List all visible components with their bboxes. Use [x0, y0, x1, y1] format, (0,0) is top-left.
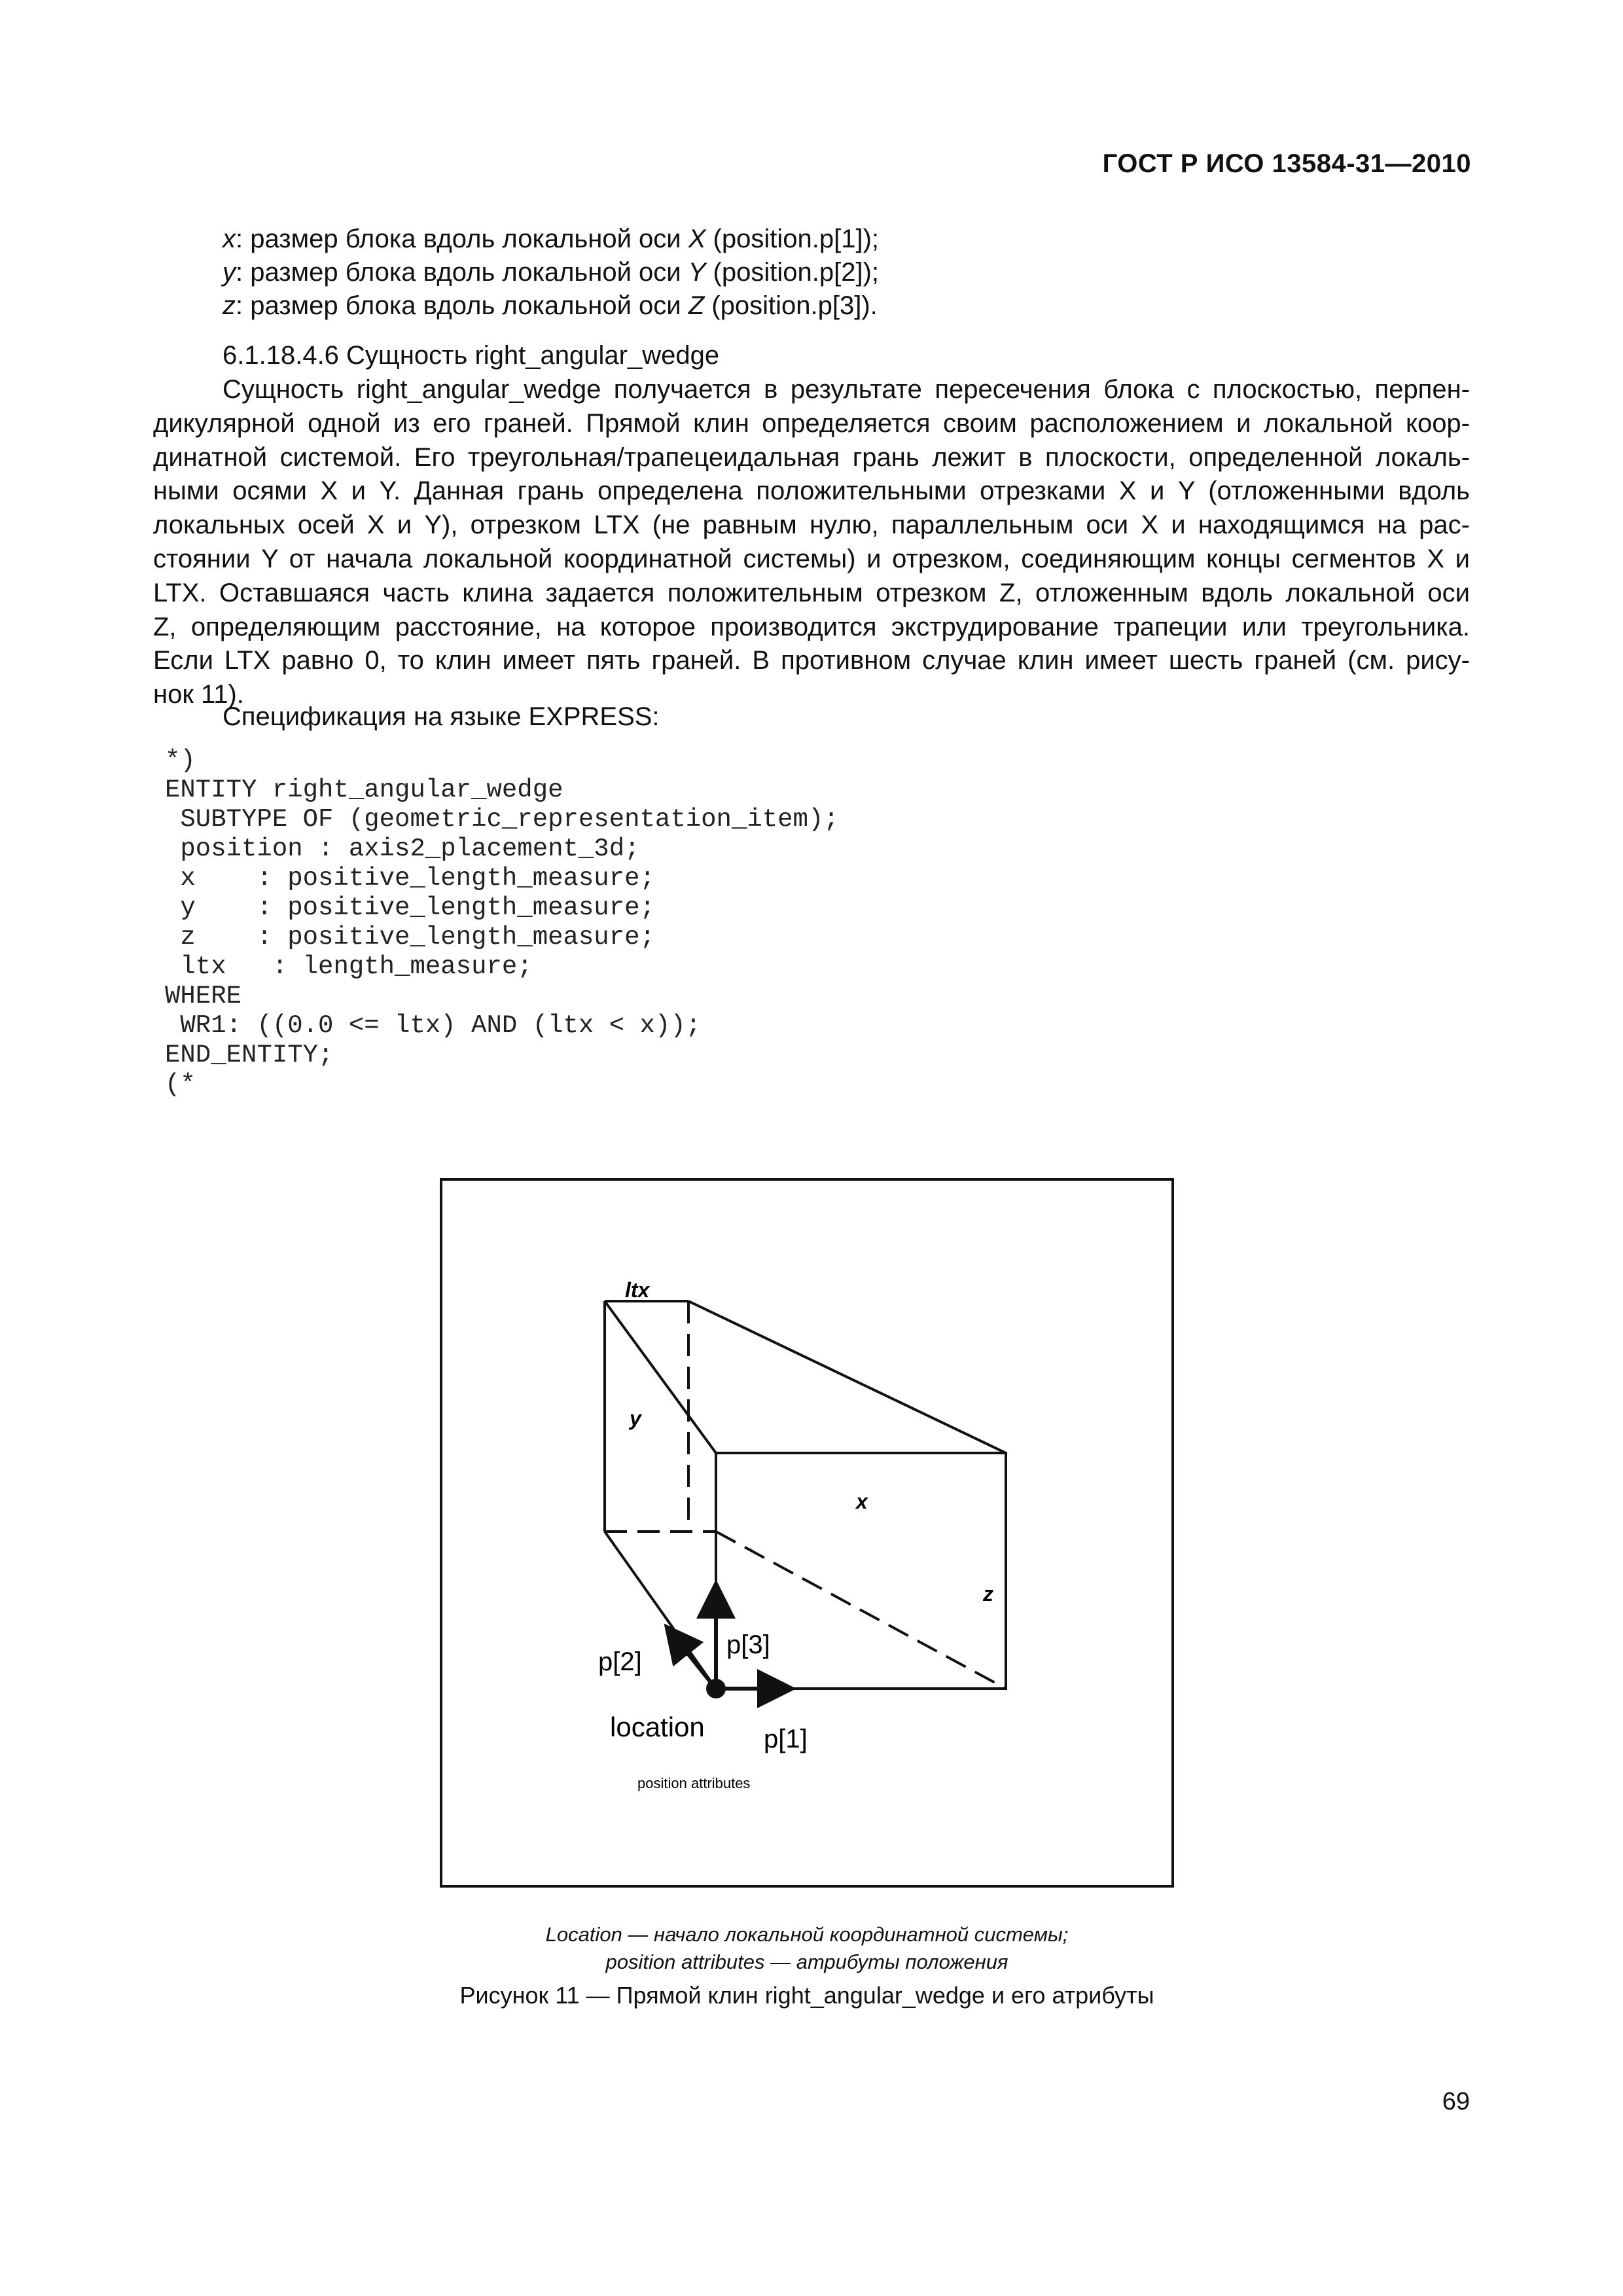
paragraph-line: Если LTX равно 0, то клин имеет пять граней. В противном случае клин имеет шесть граней (см. рису-	[153, 646, 1470, 675]
label-z: z	[983, 1582, 993, 1605]
dimension-definitions	[223, 223, 879, 323]
code-line: END_ENTITY;	[165, 1041, 334, 1069]
p2-arrow	[669, 1630, 715, 1687]
caption-note-position-attributes: position attributes — атрибуты положения	[605, 1950, 1008, 1973]
hidden-edge-diagonal	[716, 1532, 1006, 1689]
paragraph-line: стоянии Y от начала локальной координатной системы) и отрезком, соединяющим концы сегментов X и	[153, 544, 1470, 573]
paragraph-line: LTX. Оставшаяся часть клина задается положительным отрезком Z, отложенным вдоль локальной оси	[153, 578, 1470, 607]
definition-x: x: размер блока вдоль локальной оси X (position.p[1]);	[223, 224, 880, 253]
wedge-diagram	[440, 1178, 1174, 1888]
page-number: 69	[1442, 2088, 1470, 2115]
code-line: WHERE	[165, 982, 242, 1011]
location-point	[706, 1679, 726, 1698]
label-x: x	[856, 1490, 868, 1513]
paragraph-line: динатной системой. Его треугольная/трапецеидальная грань лежит в плоскости, определенной локаль-	[153, 442, 1470, 472]
paragraph-line: локальных осей X и Y), отрезком LTX (не равным нулю, параллельным оси X и находящимся на рас-	[153, 511, 1470, 540]
label-ltx: ltx	[625, 1278, 650, 1302]
label-p3: p[3]	[726, 1630, 770, 1659]
label-p2: p[2]	[598, 1647, 642, 1676]
paragraph-line: нок 11).	[153, 680, 244, 709]
figure-title: Рисунок 11 — Прямой клин right_angular_wedge и его атрибуты	[459, 1982, 1154, 2009]
label-y: y	[630, 1407, 641, 1430]
code-line: WR1: ((0.0 <= ltx) AND (ltx < x));	[165, 1011, 702, 1040]
code-line: position : axis2_placement_3d;	[165, 834, 640, 863]
label-location: location	[610, 1712, 705, 1742]
code-line: y : positive_length_measure;	[165, 893, 655, 922]
definition-z: z: размер блока вдоль локальной оси Z (position.p[3]).	[223, 291, 878, 320]
code-line: ENTITY right_angular_wedge	[165, 776, 563, 804]
entity-description	[153, 373, 1470, 712]
caption-note-location: Location — начало локальной координатной системы;	[545, 1923, 1069, 1946]
edge-top-slope	[688, 1301, 1006, 1453]
paragraph-line: Z, определяющим расстояние, на которое производится экструдирование трапеции или треугольника.	[153, 612, 1470, 641]
spec-intro: Спецификация на языке EXPRESS:	[223, 702, 660, 731]
code-line: (*	[165, 1070, 196, 1099]
label-position-attributes: position attributes	[637, 1775, 751, 1791]
code-line: *)	[165, 746, 196, 775]
code-line: ltx : length_measure;	[165, 952, 533, 981]
paragraph-line: ными осями X и Y. Данная грань определена положительными отрезками X и Y (отложенными вдоль	[153, 476, 1470, 506]
express-code-block	[165, 746, 839, 1100]
definition-y: y: размер блока вдоль локальной оси Y (position.p[2]);	[223, 258, 880, 287]
document-header: ГОСТ Р ИСО 13584-31—2010	[1102, 149, 1471, 178]
paragraph-line: дикулярной одной из его граней. Прямой клин определяется своим расположением и локальной коор-	[153, 408, 1470, 438]
paragraph-line: Сущность right_angular_wedge получается в результате пересечения блока с плоскостью, перпен-	[223, 375, 1470, 404]
edge-diagonal-front	[605, 1301, 716, 1453]
code-line: z : positive_length_measure;	[165, 923, 655, 952]
code-line: SUBTYPE OF (geometric_representation_item);	[165, 805, 839, 834]
section-title: 6.1.18.4.6 Сущность right_angular_wedge	[223, 341, 720, 370]
code-line: x : positive_length_measure;	[165, 864, 655, 893]
label-p1: p[1]	[764, 1725, 808, 1753]
